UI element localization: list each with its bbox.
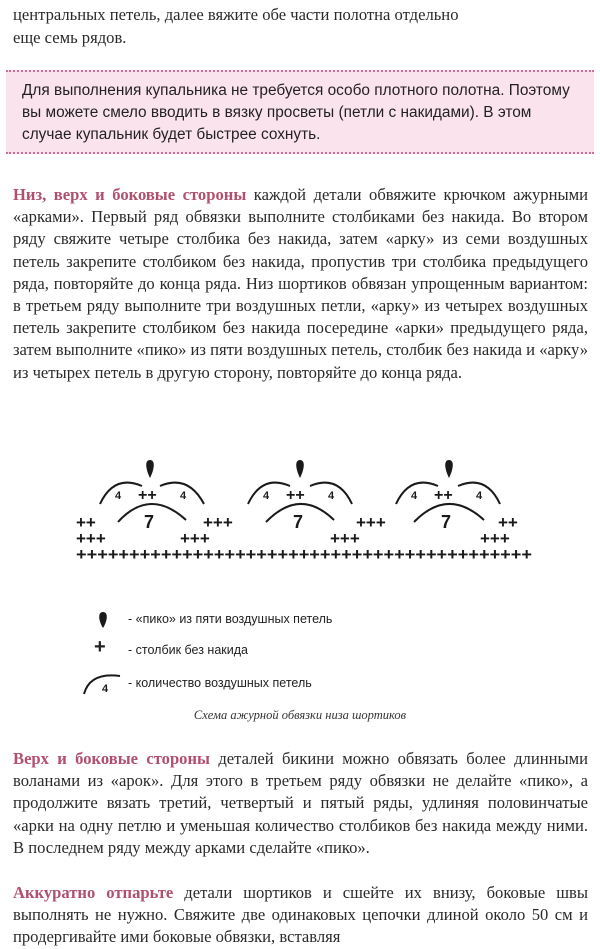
- legend-arc-text: - количество воздушных петель: [128, 676, 312, 690]
- top-plus: ++: [138, 487, 157, 504]
- big-arc-label: 7: [144, 512, 155, 532]
- small-arc-label: 4: [411, 490, 418, 502]
- diagram-caption: Схема ажурной обвязки низа шортиков: [193, 708, 407, 722]
- small-arc-label: 4: [476, 490, 483, 502]
- paragraph-1: [13, 184, 588, 384]
- legend-picot-text: - «пико» из пяти воздушных петель: [128, 612, 333, 626]
- picot-icon: [146, 460, 154, 478]
- top-plus: ++: [434, 487, 453, 504]
- legend-picot-icon: [96, 610, 110, 630]
- legend-arc-label: 4: [102, 683, 109, 695]
- paragraph-2-text: деталей бикини можно обвязать более длинными воланами из «арок». Для этого в третьем ряду обвязки не делайте «пико», а продолжите вязать третий, четвертый и пятый ряды, удлиняя половинчатые «арки на одну петлю и уменьшая количество столбиков без накида между ними. В последнем ряду между арками сделайте «пико».: [13, 749, 588, 857]
- big-arc-label: 7: [293, 512, 304, 532]
- paragraph-3: [13, 882, 588, 949]
- paragraph-3-text: детали шортиков и сшейте их внизу, боковые швы выполнять не нужно. Свяжите две одинаковых цепочки длиной около 50 см и продергивайте ими боковые обвязки, вставляя: [13, 883, 588, 947]
- diagram-row-2-mid1: +++: [180, 529, 210, 548]
- big-arc-label: 7: [441, 512, 452, 532]
- small-arc-label: 4: [328, 490, 335, 502]
- intro-line-1: центральных петель, далее вяжите обе части полотна отдельно: [13, 5, 459, 24]
- legend-stitch-symbol: +: [94, 636, 106, 658]
- diagram-row-2-mid2: +++: [330, 529, 360, 548]
- diagram-row-2-left: +++: [76, 529, 106, 548]
- diagram-row-3-right: ++: [498, 513, 518, 532]
- top-plus: ++: [286, 487, 305, 504]
- small-arc-label: 4: [115, 490, 122, 502]
- tip-box: [6, 70, 594, 154]
- small-arc-label: 4: [180, 490, 187, 502]
- paragraph-1-highlight: Низ, верх и боковые стороны: [13, 185, 247, 204]
- intro-line-2: еще семь рядов.: [13, 28, 127, 47]
- picot-icon: [296, 460, 304, 478]
- diagram-row-3-mid1: +++: [203, 513, 233, 532]
- diagram-row-1: +++++++++++++++++++++++++++++++++++++++++++: [76, 545, 533, 564]
- legend-arc-icon: [80, 668, 126, 696]
- paragraph-3-highlight: Аккуратно отпарьте: [13, 883, 174, 902]
- crochet-diagram: [0, 452, 600, 572]
- legend-stitch-text: - столбик без накида: [128, 643, 248, 657]
- paragraph-2: [13, 748, 588, 859]
- diagram-row-3-mid2: +++: [356, 513, 386, 532]
- diagram-row-3-left: ++: [76, 513, 96, 532]
- paragraph-2-highlight: Верх и боковые стороны: [13, 749, 210, 768]
- diagram-row-2-right: +++: [480, 529, 510, 548]
- small-arc-label: 4: [263, 490, 270, 502]
- paragraph-1-text: каждой детали обвяжите крючком ажурными «арками». Первый ряд обвязки выполните столбиками без накида. Во втором ряду свяжите четыре столбика без накида, затем «арку» из семи воздушных петель закрепите столбиком без накида, пропустив три столбика предыдущего ряда, повторяйте до конца ряда. Низ шортиков обвязан упрощенным вариантом: в третьем ряду выполните три воздушных петли, «арку» из четырех воздушных петель закрепите столбиком без накида посередине «арки» предыдущего ряда, затем выполните «пико» из пяти воздушных петель, столбик без накида и «арку» из четырех петель в другую сторону, повторяйте до конца ряда.: [13, 185, 589, 382]
- picot-icon: [445, 460, 453, 478]
- tip-text: Для выполнения купальника не требуется особо плотного полотна. Поэтому вы можете смело вводить в вязку просветы (петли с накидами). В этом случае купальник будет быстрее сохнуть.: [22, 82, 570, 143]
- picot-marks: [146, 460, 453, 478]
